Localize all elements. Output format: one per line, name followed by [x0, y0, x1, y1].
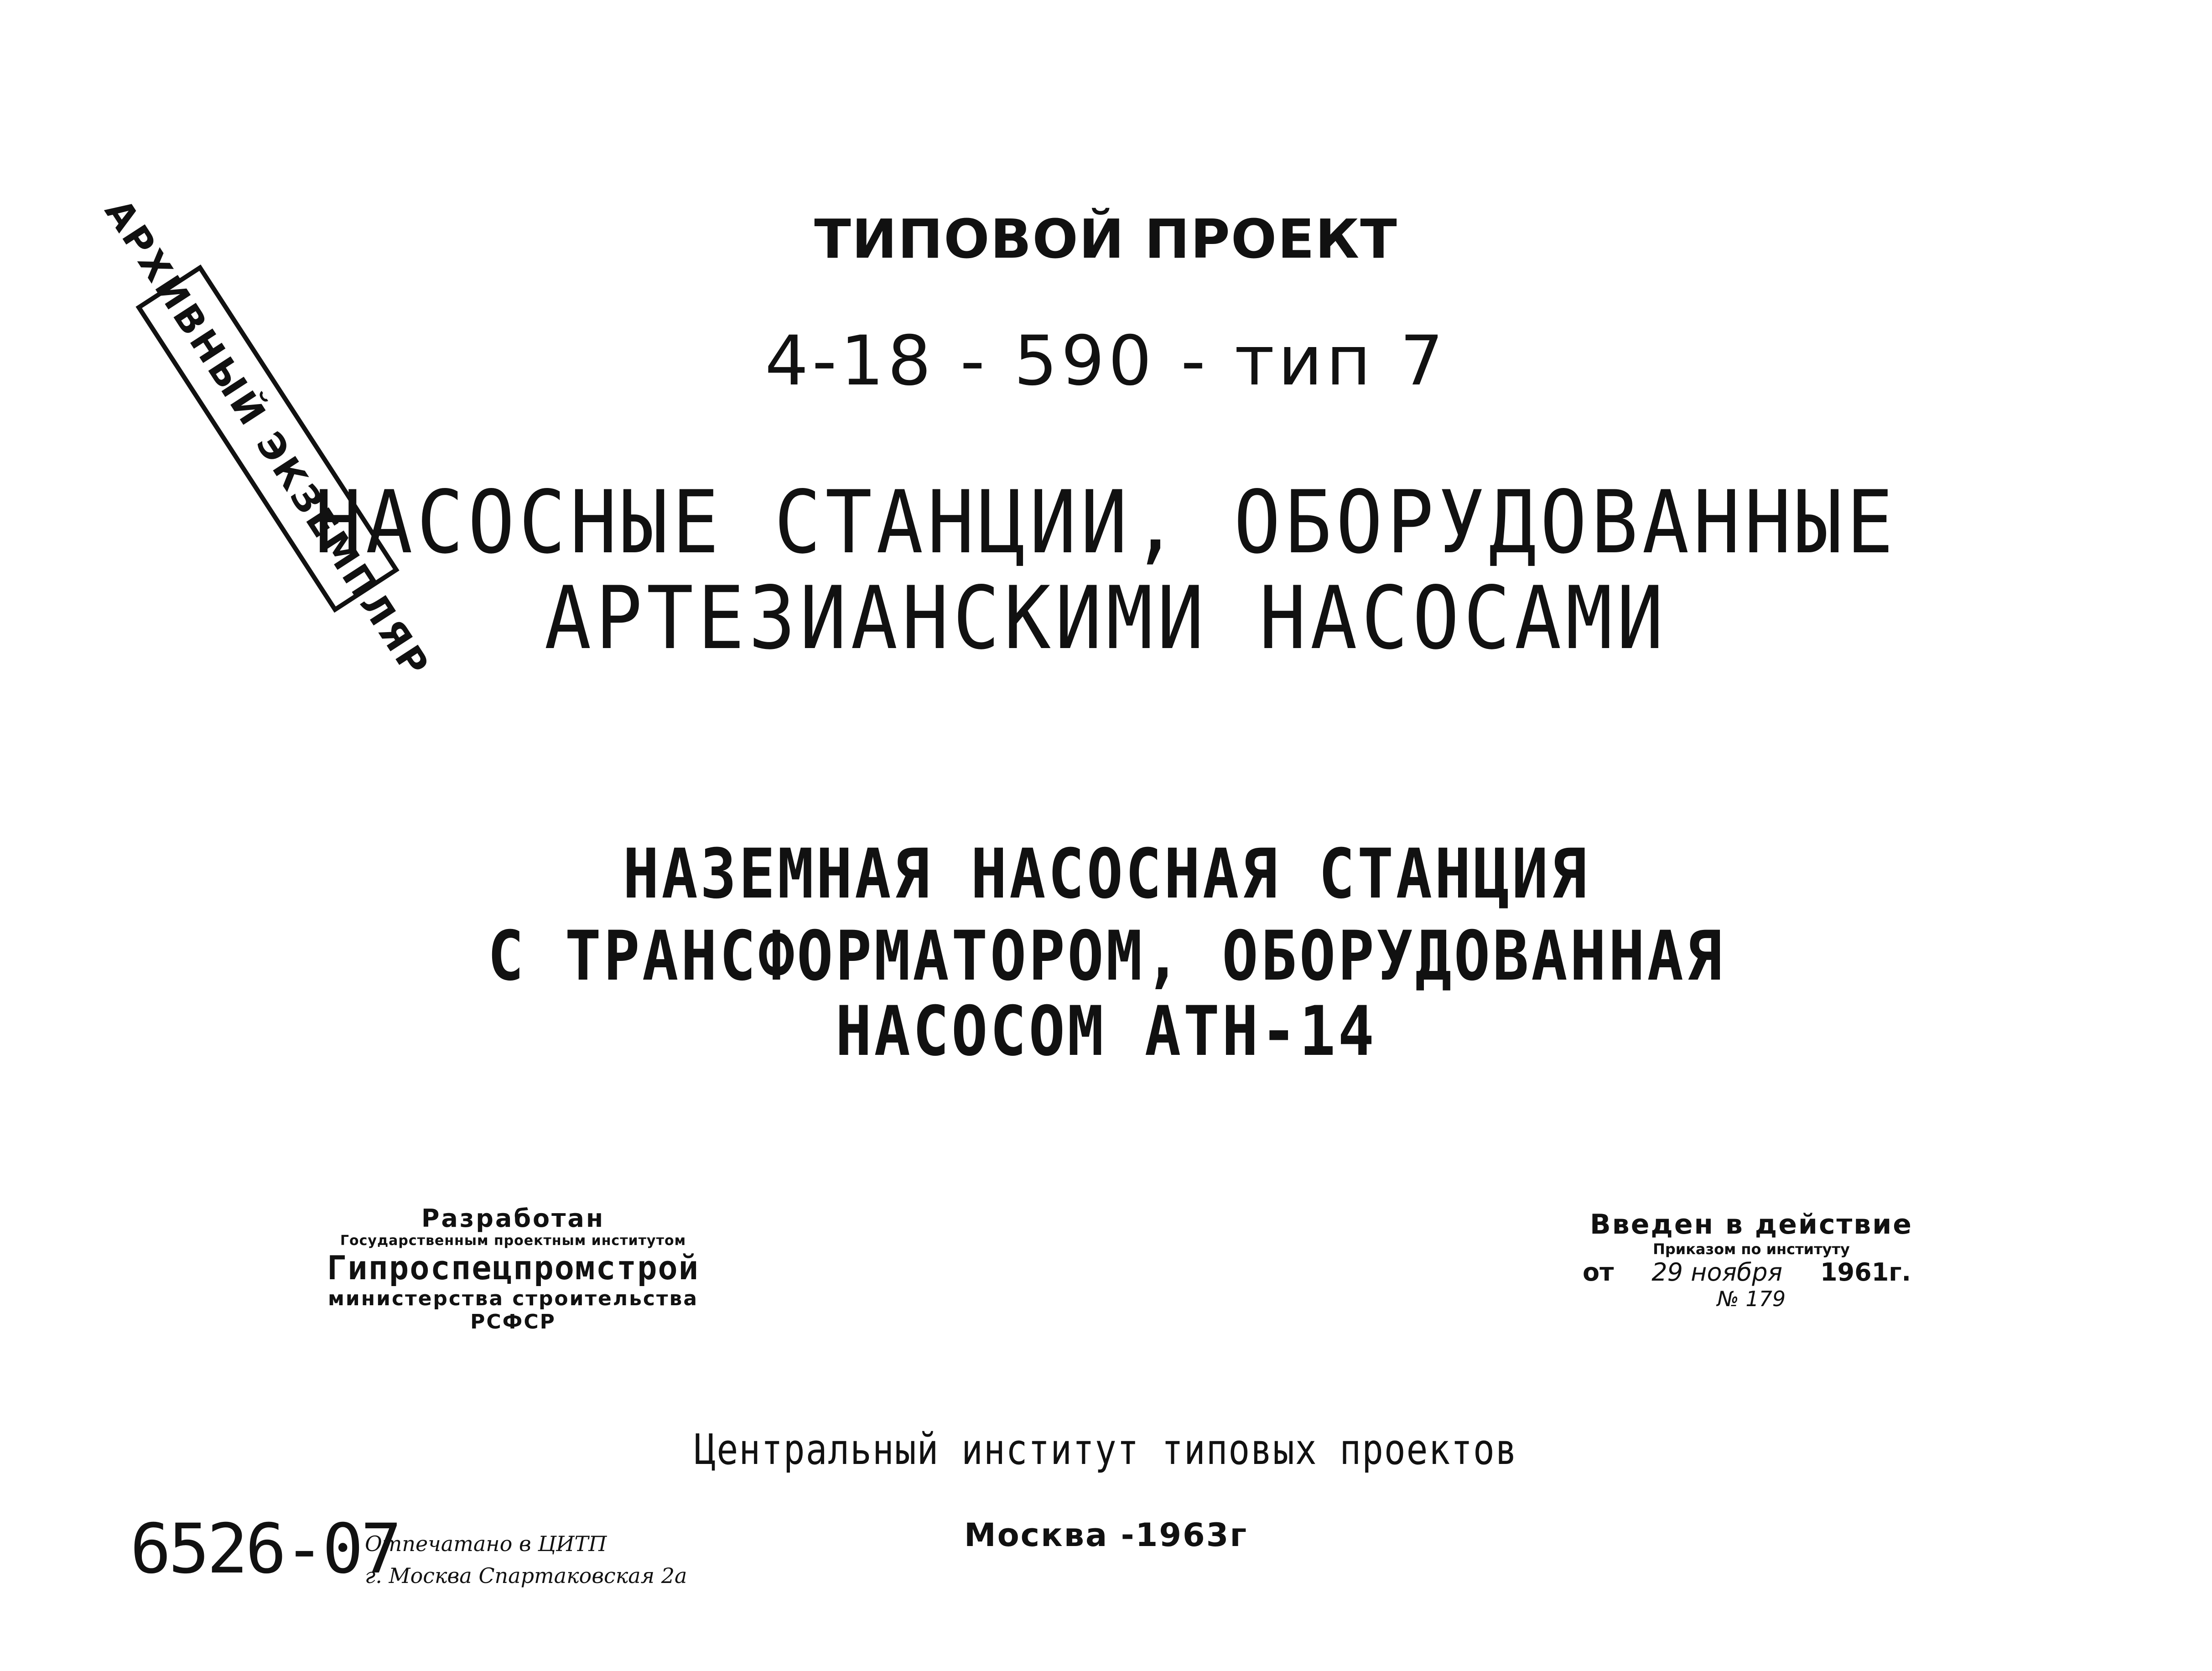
- developer-region: РСФСР: [470, 1310, 556, 1334]
- developer-org-type: Государственным проектным институтом: [340, 1233, 686, 1249]
- introduced-label: Введен в действие: [1590, 1209, 1913, 1240]
- handwritten-note-line-2: г. Москва Спартаковская 2а: [365, 1563, 687, 1588]
- developer-ministry: министерства строительства: [327, 1287, 699, 1310]
- introduced-from: от: [1583, 1258, 1614, 1287]
- introduced-number: № 179: [1717, 1287, 1786, 1311]
- introduced-block: [1564, 1209, 1938, 1311]
- archive-stamp-text: АРХИВНЫЙ ЭКЗЕМПЛЯР: [97, 191, 438, 686]
- introduced-year: 1961г.: [1820, 1258, 1911, 1287]
- city-year: Москва -1963г: [964, 1516, 1248, 1554]
- institute-name: Центральный институт типовых проектов: [694, 1425, 1518, 1474]
- sub-title-line-3: НАСОСОМ АТН-14: [835, 992, 1377, 1071]
- sub-title-line-2: С ТРАНСФОРМАТОРОМ, ОБОРУДОВАННАЯ: [487, 917, 1725, 996]
- handwritten-note: [365, 1528, 687, 1592]
- main-title-line-2: АРТЕЗИАНСКИМИ НАСОСАМИ: [544, 568, 1668, 669]
- project-type-heading: ТИПОВОЙ ПРОЕКТ: [814, 208, 1398, 270]
- project-number: 4-18 - 590 - тип 7: [765, 322, 1447, 401]
- sub-title-line-1: НАЗЕМНАЯ НАСОСНАЯ СТАНЦИЯ: [623, 835, 1589, 914]
- developer-label: Разработан: [421, 1204, 605, 1233]
- introduced-date-row: [1564, 1258, 1938, 1287]
- handwritten-note-line-1: Отпечатано в ЦИТП: [365, 1531, 607, 1556]
- inventory-number: 6526-07: [130, 1510, 400, 1589]
- developer-org-name: Гипроспецпромстрой: [327, 1249, 700, 1287]
- introduced-order: Приказом по институту: [1653, 1240, 1850, 1258]
- introduced-date: 29 ноября: [1651, 1258, 1783, 1287]
- main-title-line-1: НАСОСНЫЕ СТАНЦИИ, ОБОРУДОВАННЫЕ: [314, 472, 1898, 573]
- developer-block: [274, 1204, 753, 1334]
